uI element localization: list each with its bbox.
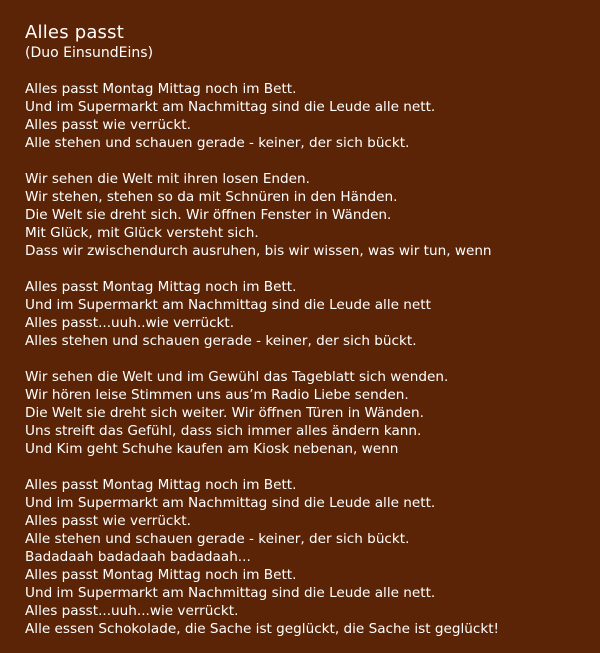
stanza <box>25 476 600 638</box>
lyric-line: Wir sehen die Welt und im Gewühl das Tageblatt sich wenden. <box>25 369 449 385</box>
lyric-line: Und im Supermarkt am Nachmittag sind die Leude alle nett. <box>25 585 436 601</box>
lyric-line: Alles passt Montag Mittag noch im Bett. <box>25 279 297 295</box>
lyric-line: Alles stehen und schauen gerade - keiner, der sich bückt. <box>25 333 417 349</box>
lyric-line: Dass wir zwischendurch ausruhen, bis wir wissen, was wir tun, wenn <box>25 243 492 259</box>
lyric-line: Alle stehen und schauen gerade - keiner, der sich bückt. <box>25 135 410 151</box>
lyric-line: Alles passt Montag Mittag noch im Bett. <box>25 81 297 97</box>
lyric-line: Und im Supermarkt am Nachmittag sind die Leude alle nett <box>25 297 431 313</box>
lyric-line: Und im Supermarkt am Nachmittag sind die Leude alle nett. <box>25 99 436 115</box>
lyric-line: Wir stehen, stehen so da mit Schnüren in den Händen. <box>25 189 398 205</box>
lyric-line: Die Welt sie dreht sich. Wir öffnen Fenster in Wänden. <box>25 207 392 223</box>
stanza <box>25 278 600 350</box>
lyric-line: Alles passt Montag Mittag noch im Bett. <box>25 477 297 493</box>
lyric-line: Alles passt...uuh...wie verrückt. <box>25 603 239 619</box>
song-artist: (Duo EinsundEins) <box>25 45 154 61</box>
stanza <box>25 80 600 152</box>
lyric-line: Alle essen Schokolade, die Sache ist geglückt, die Sache ist geglückt! <box>25 621 499 637</box>
lyric-line: Und Kim geht Schuhe kaufen am Kiosk nebenan, wenn <box>25 441 399 457</box>
lyric-line: Und im Supermarkt am Nachmittag sind die Leude alle nett. <box>25 495 436 511</box>
lyric-line: Wir sehen die Welt mit ihren losen Enden. <box>25 171 310 187</box>
lyric-line: Alles passt...uuh..wie verrückt. <box>25 315 235 331</box>
stanza <box>25 368 600 458</box>
lyric-line: Alle stehen und schauen gerade - keiner, der sich bückt. <box>25 531 410 547</box>
lyric-line: Alles passt wie verrückt. <box>25 513 191 529</box>
lyric-line: Uns streift das Gefühl, dass sich immer alles ändern kann. <box>25 423 422 439</box>
stanza <box>25 170 600 260</box>
lyric-line: Alles passt wie verrückt. <box>25 117 191 133</box>
lyric-line: Alles passt Montag Mittag noch im Bett. <box>25 567 297 583</box>
lyric-line: Die Welt sie dreht sich weiter. Wir öffnen Türen in Wänden. <box>25 405 424 421</box>
lyric-line: Mit Glück, mit Glück versteht sich. <box>25 225 259 241</box>
lyric-line: Wir hören leise Stimmen uns aus’m Radio Liebe senden. <box>25 387 409 403</box>
song-title: Alles passt <box>25 22 124 43</box>
lyric-line: Badadaah badadaah badadaah... <box>25 549 251 565</box>
